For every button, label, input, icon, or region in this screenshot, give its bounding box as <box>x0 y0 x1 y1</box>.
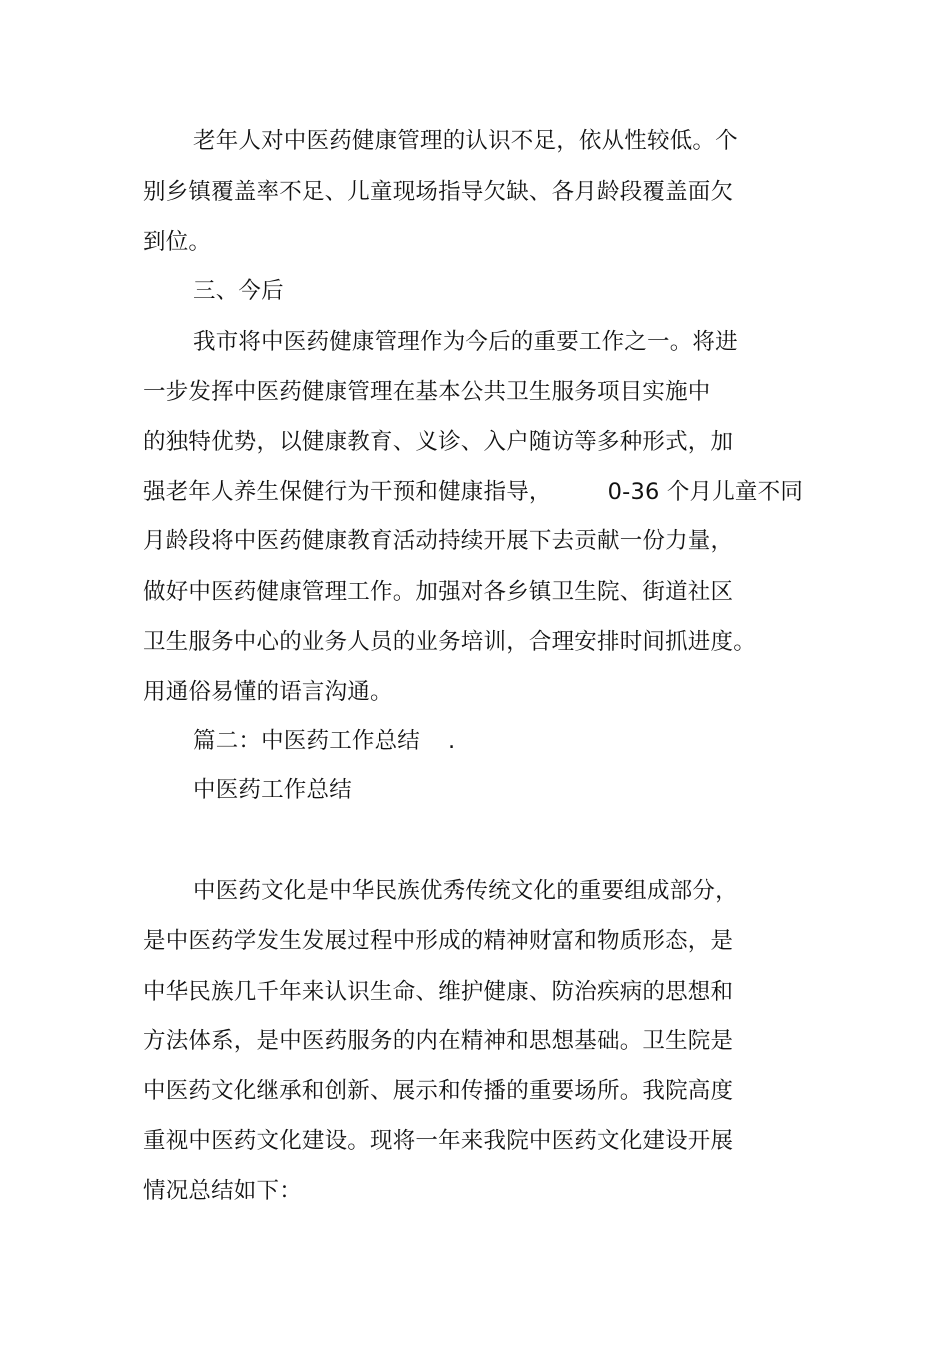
paragraph-line: 我市将中医药健康管理作为今后的重要工作之一。将进 <box>193 329 738 355</box>
paragraph-line: 中医药文化是中华民族优秀传统文化的重要组成部分， <box>193 878 738 904</box>
paragraph-line: 别乡镇覆盖率不足、儿童现场指导欠缺、各月龄段覆盖面欠 <box>143 179 734 205</box>
paragraph-line: 情况总结如下： <box>143 1178 302 1204</box>
heading-dot: . <box>448 728 456 754</box>
paragraph-line: 的独特优势，以健康教育、义诊、入户随访等多种形式，加 <box>143 429 734 455</box>
paragraph-line <box>143 476 803 508</box>
paragraph-line: 重视中医药文化建设。现将一年来我院中医药文化建设开展 <box>143 1128 734 1154</box>
heading-text: 篇二：中医药工作总结 <box>193 728 421 754</box>
line-text: 强老年人养生保健行为干预和健康指导， <box>143 479 552 505</box>
paragraph-line: 到位。 <box>143 229 212 255</box>
paragraph-line: 月龄段将中医药健康教育活动持续开展下去贡献一份力量， <box>143 528 734 554</box>
document-title: 中医药工作总结 <box>193 777 352 803</box>
paragraph-line: 卫生服务中心的业务人员的业务培训，合理安排时间抓进度。 <box>143 629 756 655</box>
section-heading <box>193 725 455 757</box>
paragraph-line: 一步发挥中医药健康管理在基本公共卫生服务项目实施中 <box>143 379 711 405</box>
line-text: 0-36 个月儿童不同 <box>607 479 804 505</box>
section-heading: 三、今后 <box>193 278 284 304</box>
paragraph-line: 中华民族几千年来认识生命、维护健康、防治疾病的思想和 <box>143 979 734 1005</box>
paragraph-line: 老年人对中医药健康管理的认识不足，依从性较低。个 <box>193 128 738 154</box>
paragraph-line: 用通俗易懂的语言沟通。 <box>143 679 393 705</box>
paragraph-line: 中医药文化继承和创新、展示和传播的重要场所。我院高度 <box>143 1078 734 1104</box>
paragraph-line: 方法体系，是中医药服务的内在精神和思想基础。卫生院是 <box>143 1028 734 1054</box>
paragraph-line: 是中医药学发生发展过程中形成的精神财富和物质形态，是 <box>143 928 734 954</box>
paragraph-line: 做好中医药健康管理工作。加强对各乡镇卫生院、街道社区 <box>143 579 734 605</box>
